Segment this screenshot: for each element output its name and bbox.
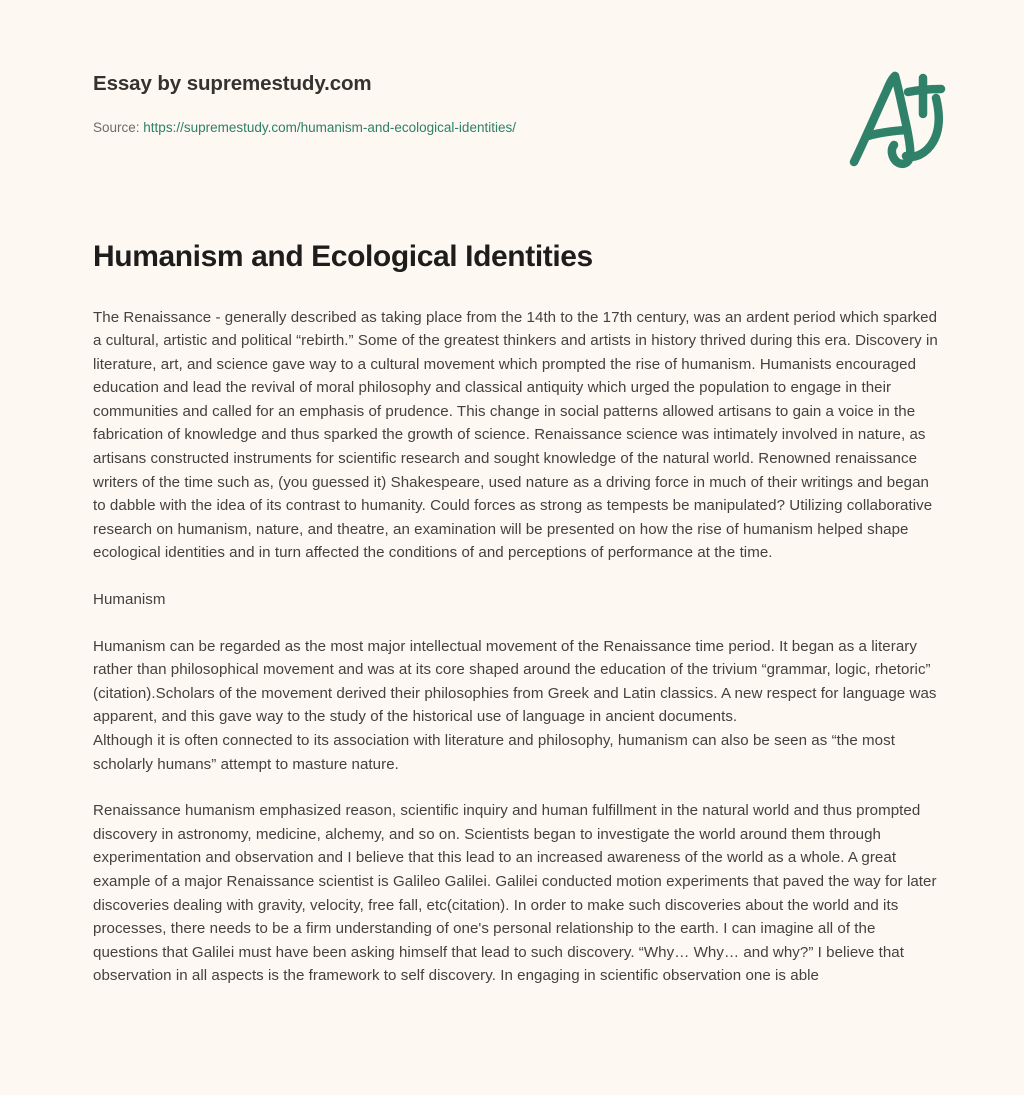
paragraph-humanism-definition: Humanism can be regarded as the most major intellectual movement of the Renaissance time period. It began as a literary rather than philosophical movement and was at its core shaped around the education of the trivium “grammar, logic, rhetoric” (citation).Scholars of the movement derived their philosophies from Greek and Latin classics. A new respect for language was apparent, and this gave way to the study of the historical use of language in ancient documents. Although it is often connected to its association with literature and philosophy, humanism can also be seen as “the most scholarly humans” attempt to masture nature. [93,637,937,773]
article-body [93,306,938,988]
section-heading-humanism: Humanism [93,591,166,609]
source-label: Source: [93,119,140,135]
page-title: Humanism and Ecological Identities [93,240,593,273]
a-plus-logo [840,62,960,182]
paragraph-intro: The Renaissance - generally described as taking place from the 14th to the 17th century, was an ardent period which sparked a cultural, artistic and political “rebirth.” Some of the greatest thinkers and artists in history thrived during this era. Discovery in literature, art, and science gave way to a cultural movement which prompted the rise of humanism. Humanists encouraged education and lead the revival of moral philosophy and classical antiquity which urged the population to engage in their communities and called for an emphasis of prudence. This change in social patterns allowed artisans to gain a voice in the fabrication of knowledge and thus sparked the growth of science. Renaissance science was intimately involved in nature, as artisans constructed instruments for scientific research and sought knowledge of the natural world. Renowned renaissance writers of the time such as, (you guessed it) Shakespeare, used nature as a driving force in much of their writings and began to dabble with the idea of its contrast to humanity. Could forces as strong as tempests be manipulated? Utilizing collaborative research on humanism, nature, and theatre, an examination will be presented on how the rise of humanism helped shape ecological identities and in turn affected the conditions of and perceptions of performance at the time. [93,308,938,562]
paragraph-renaissance-humanism: Renaissance humanism emphasized reason, scientific inquiry and human fulfillment in the natural world and thus prompted discovery in astronomy, medicine, alchemy, and so on. Scientists began to investigate the world around them through experimentation and observation and I believe that this lead to an increased awareness of the world as a whole. A great example of a major Renaissance scientist is Galileo Galilei. Galilei conducted motion experiments that paved the way for later discoveries dealing with gravity, velocity, free fall, etc(citation). In order to make such discoveries about the world and its processes, there needs to be a firm understanding of one's personal relationship to the earth. I can imagine all of the questions that Galilei must have been asking himself that lead to such discovery. “Why… Why… and why?” I believe that observation in all aspects is the framework to self discovery. In engaging in scientific observation one is able [93,802,937,985]
byline: Essay by supremestudy.com [93,72,372,95]
source-line [93,119,960,137]
article [93,238,938,1011]
source-url-link[interactable]: https://supremestudy.com/humanism-and-ecological-identities/ [143,119,516,135]
